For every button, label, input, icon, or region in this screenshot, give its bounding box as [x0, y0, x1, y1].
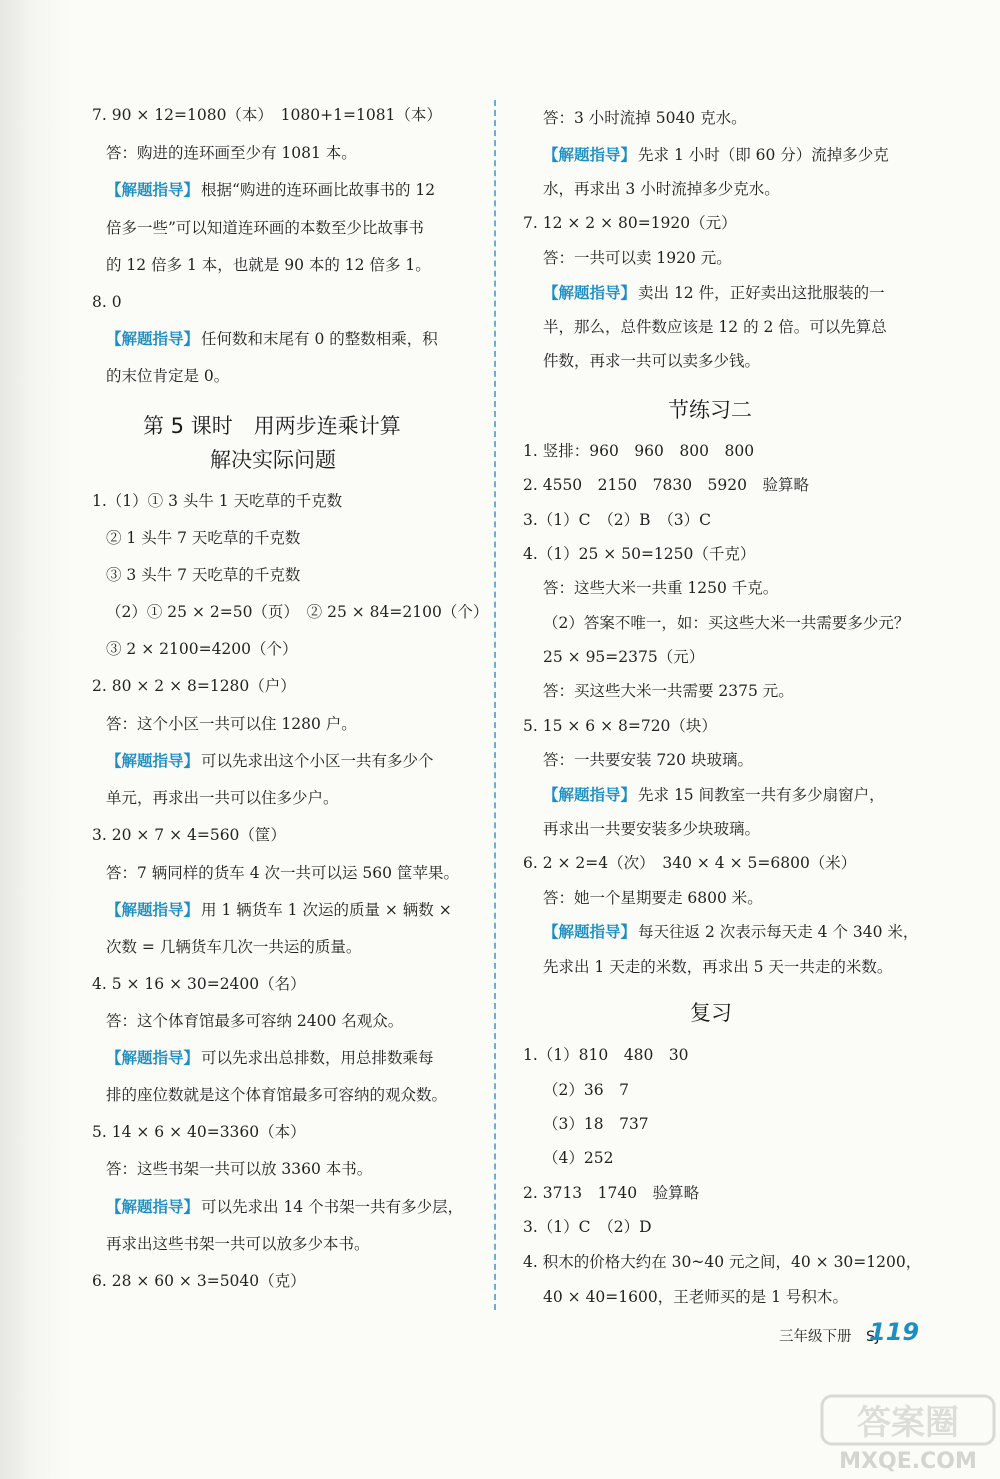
hint-label: 【解题指导】	[106, 752, 200, 770]
hint-label: 【解题指导】	[106, 181, 200, 199]
lesson-heading-2: 解决实际问题	[210, 448, 336, 472]
answer-line: （2）36 7	[543, 1081, 629, 1099]
answer-line: 的末位肯定是 0。	[106, 367, 230, 385]
hint-text: 任何数和末尾有 0 的整数相乘，积	[201, 330, 438, 348]
lesson-heading: 第 5 课时 用两步连乘计算	[143, 414, 401, 438]
answer-line: （2）① 25 × 2=50（页） ② 25 × 84=2100（个）	[106, 603, 489, 621]
column-divider	[494, 100, 496, 1310]
page-spine-shadow	[0, 0, 70, 1479]
hint-line	[106, 1195, 463, 1219]
svg-text:MXQE.COM: MXQE.COM	[839, 1449, 977, 1474]
hint-label: 【解题指导】	[106, 330, 200, 348]
hint-text: 用 1 辆货车 1 次运的质量 × 辆数 ×	[201, 901, 452, 919]
svg-text:答案圈: 答案圈	[857, 1403, 959, 1443]
page-number: 119	[869, 1318, 920, 1346]
answer-line: 答：她一个星期要走 6800 米。	[543, 889, 763, 907]
hint-label: 【解题指导】	[543, 923, 637, 941]
hint-text: 可以先求出 14 个书架一共有多少层，	[201, 1198, 464, 1216]
answer-line: 答：一共可以卖 1920 元。	[543, 249, 732, 267]
hint-text: 根据“购进的连环画比故事书的 12	[201, 181, 436, 199]
answer-line: ③ 3 头牛 7 天吃草的千克数	[106, 566, 301, 584]
hint-text: 可以先求出总排数，用总排数乘每	[201, 1049, 434, 1067]
answer-line: 3. 20 × 7 × 4=560（筐）	[92, 826, 286, 844]
hint-label: 【解题指导】	[106, 1198, 200, 1216]
answer-line: 4. 积木的价格大约在 30~40 元之间，40 × 30=1200，	[523, 1253, 922, 1271]
hint-label: 【解题指导】	[543, 786, 637, 804]
answer-line: 答：3 小时流掉 5040 克水。	[543, 109, 747, 127]
answer-line: 1.（1）810 480 30	[523, 1046, 689, 1064]
answer-line: （2）答案不唯一，如：买这些大米一共需要多少元？	[543, 614, 910, 632]
hint-label: 【解题指导】	[543, 146, 637, 164]
section-heading: 节练习二	[668, 398, 752, 422]
answer-line: 次数 = 几辆货车几次一共运的质量。	[106, 938, 362, 956]
answer-line: 的 12 倍多 1 本，也就是 90 本的 12 倍多 1。	[106, 256, 431, 274]
answer-line: 答：买这些大米一共需要 2375 元。	[543, 682, 794, 700]
answer-line: 5. 15 × 6 × 8=720（块）	[523, 717, 717, 735]
answer-line: 6. 2 × 2=4（次） 340 × 4 × 5=6800（米）	[523, 854, 857, 872]
answer-line: 再求出这些书架一共可以放多少本书。	[106, 1235, 370, 1253]
answer-line: 答：购进的连环画至少有 1081 本。	[106, 144, 357, 162]
answer-line: 再求出一共要安装多少块玻璃。	[543, 820, 761, 838]
answer-line: 倍多一些”可以知道连环画的本数至少比故事书	[106, 219, 424, 237]
answer-line: 4.（1）25 × 50=1250（千克）	[523, 545, 756, 563]
answer-line: ③ 2 × 2100=4200（个）	[106, 640, 298, 658]
hint-line	[543, 920, 918, 944]
hint-label: 【解题指导】	[106, 1049, 200, 1067]
answer-line: 25 × 95=2375（元）	[543, 648, 705, 666]
answer-line: 答：这个体育馆最多可容纳 2400 名观众。	[106, 1012, 404, 1030]
answer-line: 7. 90 × 12=1080（本） 1080+1=1081（本）	[92, 106, 442, 124]
answer-line: 单元，再求出一共可以住多少户。	[106, 789, 339, 807]
answer-line: 1.（1）① 3 头牛 1 天吃草的千克数	[92, 492, 343, 510]
answer-line: 2. 80 × 2 × 8=1280（户）	[92, 677, 296, 695]
answer-line: 5. 14 × 6 × 40=3360（本）	[92, 1123, 306, 1141]
answer-line: ② 1 头牛 7 天吃草的千克数	[106, 529, 301, 547]
hint-text: 卖出 12 件，正好卖出这批服装的一	[638, 284, 885, 302]
answer-line: 2. 4550 2150 7830 5920 验算略	[523, 476, 810, 494]
hint-text: 先求 15 间教室一共有多少扇窗户，	[638, 786, 885, 804]
hint-text: 先求 1 小时（即 60 分）流掉多少克	[638, 146, 889, 164]
hint-line	[106, 898, 452, 922]
answer-line: 6. 28 × 60 × 3=5040（克）	[92, 1272, 306, 1290]
answer-line: 40 × 40=1600，王老师买的是 1 号积木。	[543, 1288, 848, 1306]
answer-line: 3.（1）C （2）D	[523, 1218, 652, 1236]
review-heading: 复习	[690, 1001, 732, 1025]
answer-line: 3.（1）C （2）B （3）C	[523, 511, 711, 529]
answer-line: 7. 12 × 2 × 80=1920（元）	[523, 214, 737, 232]
answer-line: 1. 竖排：960 960 800 800	[523, 442, 755, 460]
answer-line: 先求出 1 天走的米数，再求出 5 天一共走的米数。	[543, 958, 893, 976]
hint-line	[543, 281, 885, 305]
hint-line	[106, 749, 434, 773]
answer-line: 答：7 辆同样的货车 4 次一共可以运 560 筐苹果。	[106, 864, 459, 882]
hint-line	[106, 178, 435, 202]
hint-line	[543, 783, 885, 807]
answer-line: （3）18 737	[543, 1115, 649, 1133]
watermark-logo	[820, 1392, 996, 1474]
answer-line: 半，那么，总件数应该是 12 的 2 倍。可以先算总	[543, 318, 887, 336]
answer-line: 8. 0	[92, 293, 122, 311]
answer-line: 2. 3713 1740 验算略	[523, 1184, 700, 1202]
grade-label: 三年级下册 SJ	[779, 1329, 880, 1345]
answer-line: 4. 5 × 16 × 30=2400（名）	[92, 975, 306, 993]
hint-text: 可以先求出这个小区一共有多少个	[201, 752, 434, 770]
answer-line: 答：这些书架一共可以放 3360 本书。	[106, 1160, 373, 1178]
hint-label: 【解题指导】	[106, 901, 200, 919]
hint-line	[106, 327, 438, 351]
hint-line	[106, 1046, 434, 1070]
hint-text: 每天往返 2 次表示每天走 4 个 340 米，	[638, 923, 919, 941]
answer-line: 答：这些大米一共重 1250 千克。	[543, 579, 779, 597]
answer-line: 件数，再求一共可以卖多少钱。	[543, 352, 761, 370]
hint-line	[543, 143, 889, 167]
answer-line: （4）252	[543, 1149, 614, 1167]
answer-line: 答：一共要安装 720 块玻璃。	[543, 751, 753, 769]
answer-line: 答：这个小区一共可以住 1280 户。	[106, 715, 357, 733]
answer-line: 排的座位数就是这个体育馆最多可容纳的观众数。	[106, 1086, 448, 1104]
hint-label: 【解题指导】	[543, 284, 637, 302]
answer-line: 水，再求出 3 小时流掉多少克水。	[543, 180, 780, 198]
